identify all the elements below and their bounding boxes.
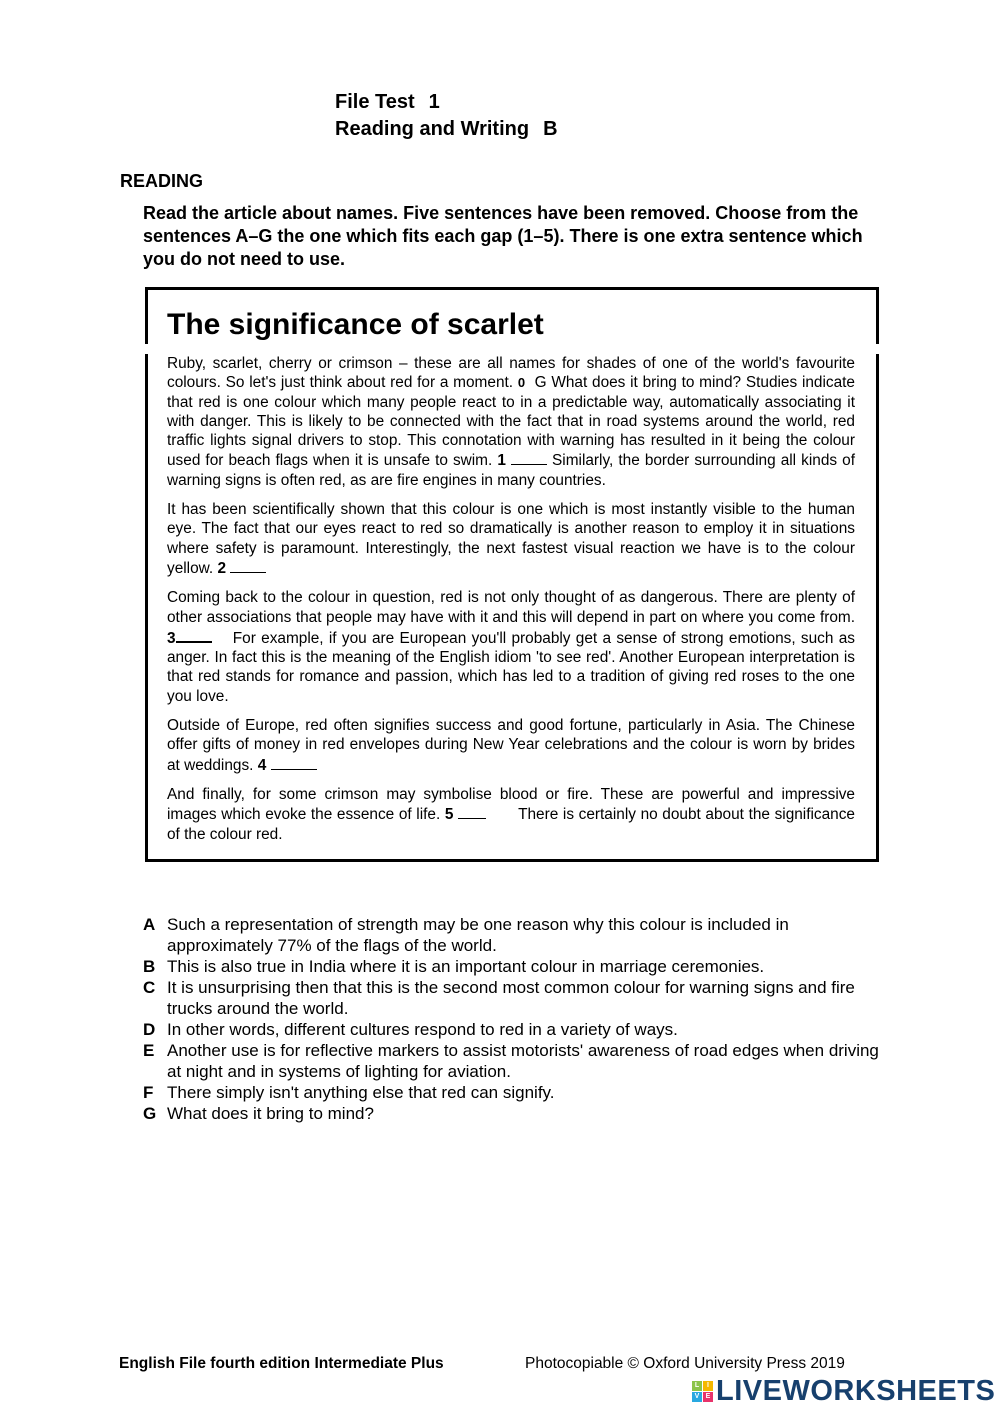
- gap-number: 5: [444, 806, 454, 824]
- option-text: It is unsurprising then that this is the second most common colour for warning signs and fire trucks around the world.: [167, 978, 855, 1018]
- option-f: [143, 1082, 888, 1103]
- logo-text: LIVEWORKSHEETS: [716, 1375, 996, 1407]
- logo-tile: E: [703, 1392, 713, 1402]
- example-number: 0: [517, 375, 526, 391]
- article-body: [167, 354, 855, 854]
- gap-number: 3: [167, 629, 176, 647]
- option-letter: F: [143, 1083, 154, 1102]
- gap-5-input[interactable]: [458, 804, 486, 819]
- article-box: [145, 354, 879, 862]
- text: Outside of Europe, red often signifies success and good fortune, particularly in Asia. The Chinese offer gifts of money in red envelopes during New Year celebrations and the colour is worn by brides at weddings.: [167, 717, 855, 774]
- text: For example, if you are European you'll probably get a sense of strong emotions, such as anger. In fact this is the meaning of the English idiom 'to see red'. Another European interpretation is that red stands for romance and passion, which has led to a tradition of giving red roses to the one you love.: [167, 629, 855, 705]
- gap-number: 2: [217, 559, 227, 577]
- gap-2-input[interactable]: [230, 558, 266, 573]
- option-text: There simply isn't anything else that red can signify.: [167, 1083, 555, 1102]
- paragraph-5: [167, 785, 855, 844]
- option-letter: C: [143, 978, 156, 997]
- gap-1-input[interactable]: [511, 450, 547, 465]
- option-e: [143, 1040, 888, 1082]
- option-a: [143, 914, 888, 956]
- option-text: In other words, different cultures respond to red in a variety of ways.: [167, 1020, 678, 1039]
- instructions: Read the article about names. Five sentences have been removed. Choose from the sentences A–G the one which fits each gap (1–5). There is one extra sentence which you do not need to use.: [143, 203, 863, 269]
- example-answer: G: [534, 374, 547, 392]
- paragraph-1: [167, 354, 855, 490]
- text: There is certainly no doubt about the significance of the colour red.: [167, 806, 855, 843]
- option-letter: D: [143, 1020, 156, 1039]
- gap-number: 4: [257, 756, 267, 774]
- article-title-box: [145, 287, 879, 344]
- option-text: What does it bring to mind?: [167, 1104, 374, 1123]
- test-number: 1: [428, 91, 440, 113]
- gap-3-input[interactable]: [176, 627, 212, 643]
- option-letter: A: [143, 915, 156, 934]
- option-letter: B: [143, 957, 156, 976]
- paragraph-3: [167, 588, 855, 706]
- text: Ruby, scarlet, cherry or crimson – these are all names for shades of one of the world's favourite colours. So let's just think about red for a moment.: [167, 355, 855, 392]
- text: It has been scientifically shown that this colour is one which is most instantly visible to the human eye. The fact that our eyes react to red so dramatically is another reason to employ it in situations where safety is paramount. Interestingly, the next fastest visual reaction we have is to the colour yellow.: [167, 501, 855, 577]
- option-g: [143, 1103, 888, 1124]
- logo-tile: V: [692, 1392, 702, 1402]
- option-c: [143, 977, 888, 1019]
- section-heading: READING: [120, 171, 204, 191]
- option-text: Another use is for reflective markers to assist motorists' awareness of road edges when driving at night and in systems of lighting for aviation.: [167, 1041, 879, 1081]
- test-title: File Test: [335, 91, 415, 113]
- logo-tile: I: [703, 1381, 713, 1391]
- text: Similarly, the border surrounding all kinds of warning signs is often red, as are fire engines in many countries.: [167, 452, 855, 489]
- options-list: [143, 914, 888, 1124]
- option-letter: G: [143, 1104, 157, 1123]
- option-letter: E: [143, 1041, 155, 1060]
- option-text: This is also true in India where it is an important colour in marriage ceremonies.: [167, 957, 765, 976]
- paragraph-2: [167, 500, 855, 578]
- logo-tiles-icon: [692, 1381, 713, 1402]
- footer-copyright: Photocopiable © Oxford University Press 2019: [525, 1355, 845, 1372]
- text: Coming back to the colour in question, red is not only thought of as dangerous. There are plenty of other associations that people may have with it and this will depend in part on where you come from.: [167, 589, 855, 626]
- gap-4-input[interactable]: [271, 755, 317, 770]
- test-subtitle: Reading and Writing: [335, 118, 530, 140]
- option-b: [143, 956, 888, 977]
- footer-book-title: English File fourth edition Intermediate Plus: [119, 1355, 444, 1372]
- test-header: [335, 89, 558, 143]
- text: What does it bring to mind? Studies indicate that red is one colour which many people react to in a predictable way, automatically associating it with danger. This is likely to be connected with the fact that in road systems around the world, red traffic lights signal drivers to stop. This connotation with warning has resulted in it being the colour used for beach flags when it is unsafe to swim.: [167, 374, 855, 470]
- article-title: The significance of scarlet: [167, 308, 544, 341]
- logo-tile: L: [692, 1381, 702, 1391]
- text: And finally, for some crimson may symbolise blood or fire. These are powerful and impressive images which evoke the essence of life.: [167, 785, 855, 824]
- option-d: [143, 1019, 888, 1040]
- test-version: B: [543, 118, 558, 140]
- liveworksheets-logo: [692, 1376, 995, 1406]
- paragraph-4: [167, 716, 855, 775]
- gap-number: 1: [497, 452, 506, 470]
- option-text: Such a representation of strength may be one reason why this colour is included in approximately 77% of the flags of the world.: [167, 915, 789, 955]
